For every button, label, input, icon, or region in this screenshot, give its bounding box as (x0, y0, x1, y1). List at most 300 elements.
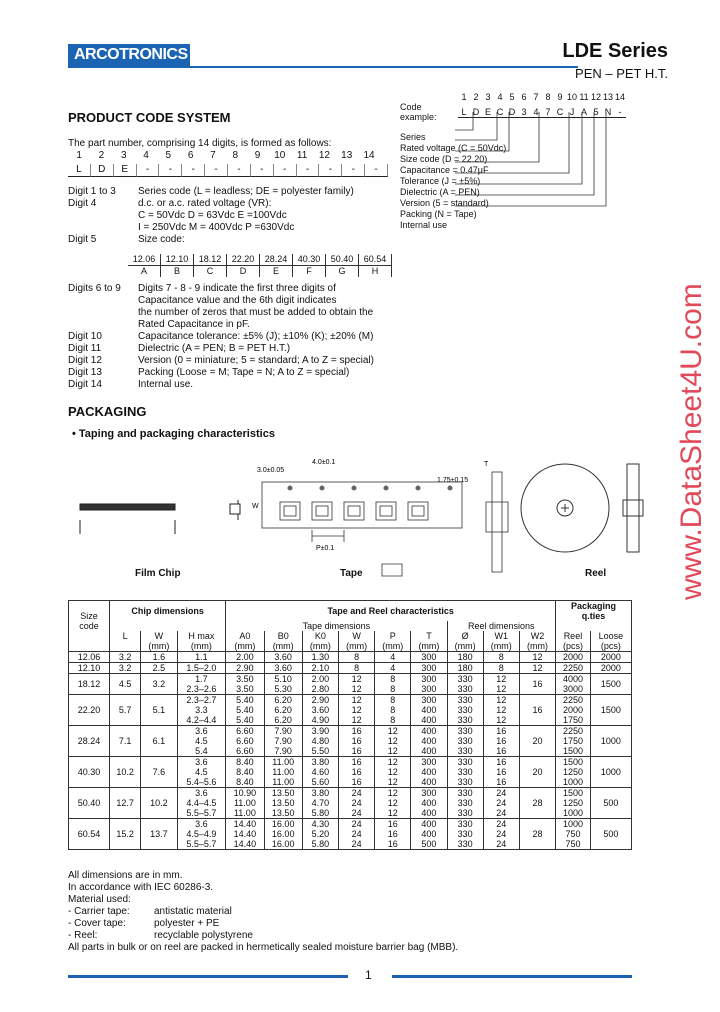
digit-row (68, 367, 428, 379)
code-example-legend-item: Tolerance (J = ±5%) (400, 176, 481, 186)
table-cell-w1: 16 16 16 (483, 726, 519, 757)
digit-row-text: d.c. or a.c. rated voltage (VR): (138, 198, 272, 209)
table-cell-w2: 28 (519, 788, 555, 819)
table-cell-l: 12.7 (110, 788, 141, 819)
digit-box: - (342, 164, 365, 177)
table-cell-h: 1.7 2.3–2.6 (177, 674, 226, 695)
final-note: All parts in bulk or on reel are packed in hermetically sealed moisture barrier bag (MBB). (68, 942, 459, 953)
table-cell-d: 330 330 330 (447, 695, 483, 726)
digit-row-text: Version (0 = miniature; 5 = standard; A to Z = special) (138, 355, 374, 366)
table-cell-w1: 24 24 24 (483, 819, 519, 850)
digit-number: 1 (76, 150, 82, 161)
digit-box: - (365, 164, 388, 177)
code-example-legend-item: Size code (D = 22.20) (400, 154, 488, 164)
page-number: 1 (365, 968, 372, 982)
materials (68, 906, 253, 942)
table-cell-reel: 2250 2000 1750 (556, 695, 591, 726)
note-line: In accordance with IEC 60286-3. (68, 882, 214, 893)
table-cell-loose: 1500 (590, 674, 631, 695)
col-unit: (pcs) (590, 641, 631, 652)
digit-box: L (68, 164, 91, 177)
code-example-char: - (614, 107, 626, 118)
col-unit: (mm) (264, 641, 302, 652)
digit-row (68, 355, 428, 367)
digit-row-label (68, 307, 138, 319)
digit-rows-1 (68, 186, 398, 246)
chip-side-view (80, 504, 175, 510)
table-cell-p: 12 12 12 (375, 788, 411, 819)
digit-row-text: Internal use. (138, 379, 194, 390)
table-cell-l: 15.2 (110, 819, 141, 850)
tape-dim-w: W (252, 503, 259, 510)
code-example-number: 2 (473, 92, 479, 102)
digit-number: 12 (318, 150, 330, 161)
table-cell-b0: 5.10 5.30 (264, 674, 302, 695)
footer-rule-right (392, 975, 632, 978)
code-example (400, 92, 680, 231)
table-cell-tw: 24 24 24 (339, 819, 375, 850)
table-cell-b0: 16.00 16.00 16.00 (264, 819, 302, 850)
digit-number: 2 (98, 150, 105, 161)
table-cell-t: 400 400 400 (411, 726, 447, 757)
col-group-tape: Tape dimensions (226, 621, 447, 631)
table-cell-size: 18.12 (69, 674, 110, 695)
digit-number: 11 (296, 150, 308, 161)
table-cell-reel: 4000 3000 (556, 674, 591, 695)
size-letter: F (293, 266, 326, 278)
table-cell-loose: 500 (590, 788, 631, 819)
table-cell-d: 330 330 330 (447, 726, 483, 757)
table-cell-b0: 13.50 13.50 13.50 (264, 788, 302, 819)
size-letter: H (359, 266, 392, 278)
digit-row-text: Packing (Loose = M; Tape = N; A to Z = special) (138, 367, 350, 378)
digit-row-label (68, 210, 138, 222)
table-cell-reel: 1500 1250 1000 (556, 788, 591, 819)
series-title: LDE Series (562, 40, 668, 62)
code-example-char: C (494, 107, 506, 118)
size-code: 40.30 (293, 254, 326, 266)
table-cell-tw: 8 (339, 663, 375, 674)
size-code: 18.12 (194, 254, 227, 266)
table-cell-reel: 2250 1750 1500 (556, 726, 591, 757)
size-letter: C (194, 266, 227, 278)
digit-box: - (274, 164, 297, 177)
code-example-char: D (506, 107, 518, 118)
table-row (69, 788, 632, 819)
digit-row (68, 210, 398, 222)
table-cell-l: 7.1 (110, 726, 141, 757)
brand-header (68, 44, 648, 68)
table-cell-t: 300 400 400 (411, 695, 447, 726)
col-unit: (mm) (177, 641, 226, 652)
table-cell-tw: 8 (339, 652, 375, 663)
table-cell-b0: 3.60 (264, 652, 302, 663)
code-example-number: 3 (485, 92, 491, 102)
code-example-legend-item: Version (5 = standard) (400, 198, 489, 208)
material-value: polyester + PE (154, 918, 220, 929)
series-subtitle: PEN – PET H.T. (575, 66, 668, 81)
code-example-legend-item: Packing (N = Tape) (400, 209, 477, 219)
notes (68, 870, 213, 906)
digit-number: 14 (363, 150, 375, 161)
code-example-char: A (578, 107, 590, 118)
table-cell-w: 5.1 (141, 695, 177, 726)
table-cell-b0: 7.90 7.90 7.90 (264, 726, 302, 757)
table-cell-w2: 28 (519, 819, 555, 850)
code-example-label: Code example: (400, 102, 437, 122)
digit-box: E (114, 164, 137, 177)
section-title-packaging: PACKAGING (68, 404, 147, 419)
digit-row (68, 295, 428, 307)
code-example-legend-item: Rated voltage (C = 50Vdc) (400, 143, 507, 153)
table-row (69, 726, 632, 757)
col-unit: (mm) (375, 641, 411, 652)
digit-number: 13 (341, 150, 353, 161)
reel-label: Reel (585, 568, 607, 579)
size-code: 28.24 (260, 254, 293, 266)
digit-number: 10 (274, 150, 286, 161)
code-example-legend-item: Series (400, 132, 426, 142)
code-example-number: 13 (602, 92, 613, 102)
table-cell-w1: 24 24 24 (483, 788, 519, 819)
digit-number: 5 (165, 150, 172, 161)
table-cell-a0: 8.40 8.40 8.40 (226, 757, 264, 788)
digit-row-label: Digit 12 (68, 355, 102, 366)
digit-row-text: Digits 7 - 8 - 9 indicate the first three digits of (138, 283, 336, 294)
col-unit: (mm) (483, 641, 519, 652)
size-code: 12.06 (128, 254, 161, 266)
table-cell-w1: 8 (483, 663, 519, 674)
digit-row (68, 198, 398, 210)
digit-row-label: Digit 14 (68, 379, 102, 390)
table-cell-a0: 14.40 14.40 14.40 (226, 819, 264, 850)
col-size-code: Size code (69, 601, 110, 642)
tape-dim-c: 1.75±0.15 (437, 477, 469, 484)
table-cell-a0: 5.40 5.40 5.40 (226, 695, 264, 726)
film-chip-label: Film Chip (135, 568, 181, 579)
table-cell-w: 3.2 (141, 674, 177, 695)
digit-box: D (91, 164, 114, 177)
table-cell-k0: 1.30 (302, 652, 338, 663)
digit-row-label (68, 222, 138, 234)
digit-rows-2 (68, 283, 428, 391)
col-header: B0 (264, 631, 302, 641)
digit-row (68, 319, 428, 331)
table-cell-reel: 1000 750 750 (556, 819, 591, 850)
table-cell-w1: 8 (483, 652, 519, 663)
table-cell-w2: 12 (519, 663, 555, 674)
brand-logo: ARCOTRONICS (68, 44, 190, 66)
digit-row (68, 283, 428, 295)
size-letter: B (161, 266, 194, 278)
table-row (69, 695, 632, 726)
code-example-number: 11 (579, 92, 589, 102)
table-cell-a0: 10.90 11.00 11.00 (226, 788, 264, 819)
table-cell-w1: 12 12 (483, 674, 519, 695)
table-cell-w: 6.1 (141, 726, 177, 757)
table-cell-t: 300 400 400 (411, 788, 447, 819)
table-cell-l: 10.2 (110, 757, 141, 788)
table-cell-w2: 20 (519, 757, 555, 788)
table-cell-loose: 1000 (590, 757, 631, 788)
digit-row-text: Size code: (138, 234, 185, 245)
table-cell-w: 7.6 (141, 757, 177, 788)
table-cell-k0: 2.90 3.60 4.90 (302, 695, 338, 726)
table-cell-h: 3.6 4.5 5.4 (177, 726, 226, 757)
col-unit (110, 641, 141, 652)
digit-row (68, 307, 428, 319)
col-group-pack: Packaging q.ties (556, 601, 632, 622)
digit-row (68, 343, 428, 355)
table-row (69, 819, 632, 850)
table-cell-b0: 11.00 11.00 11.00 (264, 757, 302, 788)
code-example-char: N (602, 107, 614, 118)
watermark: www.DataSheet4U.com (675, 283, 708, 600)
code-example-number: 6 (521, 92, 527, 102)
table-cell-k0: 3.80 4.60 5.60 (302, 757, 338, 788)
digit-box: - (182, 164, 205, 177)
code-example-char: 5 (590, 107, 602, 118)
table-cell-reel: 1500 1250 1000 (556, 757, 591, 788)
digit-number: 3 (120, 150, 127, 161)
digit-row (68, 234, 398, 246)
table-cell-d: 180 (447, 663, 483, 674)
table-cell-b0: 3.60 (264, 663, 302, 674)
digit-row-label: Digit 4 (68, 198, 97, 209)
digit-row-label: Digits 6 to 9 (68, 283, 121, 294)
col-group-chip: Chip dimensions (110, 601, 226, 622)
material-row (68, 906, 253, 918)
intro-text: The part number, comprising 14 digits, is formed as follows: (68, 138, 332, 149)
code-example-legend-item: Dielectric (A = PEN) (400, 187, 480, 197)
digit-box: - (205, 164, 228, 177)
digit-row-label: Digit 10 (68, 331, 102, 342)
col-header: W (339, 631, 375, 641)
table-cell-tw: 12 12 12 (339, 695, 375, 726)
table-cell-w2: 20 (519, 726, 555, 757)
col-header: H max (177, 631, 226, 641)
table-cell-t: 400 400 500 (411, 819, 447, 850)
tape-label: Tape (340, 568, 363, 579)
table-cell-loose: 1500 (590, 695, 631, 726)
table-cell-k0: 3.80 4.70 5.80 (302, 788, 338, 819)
digit-row-label: Digit 5 (68, 234, 97, 245)
table-cell-d: 330 330 330 (447, 819, 483, 850)
code-example-number: 9 (557, 92, 563, 102)
col-header: Ø (447, 631, 483, 641)
table-cell-reel: 2250 (556, 663, 591, 674)
material-row (68, 930, 253, 942)
digit-row-label (68, 295, 138, 307)
table-cell-t: 300 300 (411, 674, 447, 695)
table-cell-tw: 16 16 16 (339, 757, 375, 788)
code-example-number: 12 (590, 92, 601, 102)
digit-row (68, 186, 398, 198)
digit-row (68, 222, 398, 234)
code-example-number: 14 (614, 92, 625, 102)
note-line: All dimensions are in mm. (68, 870, 183, 881)
digit-row (68, 331, 428, 343)
table-cell-l: 3.2 (110, 663, 141, 674)
tape-dim-a: 3.0±0.05 (257, 467, 285, 474)
col-header: Reel (556, 631, 591, 641)
col-unit: (pcs) (556, 641, 591, 652)
code-example-legend-item: Internal use (400, 220, 448, 230)
size-code: 22.20 (227, 254, 260, 266)
digit-row-label (68, 319, 138, 331)
table-cell-d: 330 330 (447, 674, 483, 695)
digit-row-text: C = 50Vdc D = 63Vdc E =100Vdc (138, 210, 287, 221)
digit-box: - (137, 164, 160, 177)
digit-row-label: Digit 11 (68, 343, 102, 354)
table-cell-size: 12.06 (69, 652, 110, 663)
code-example-char: L (458, 107, 470, 118)
size-code: 12.10 (161, 254, 194, 266)
code-example-char: E (482, 107, 494, 118)
table-cell-p: 8 8 (375, 674, 411, 695)
table-cell-t: 300 (411, 652, 447, 663)
table-cell-size: 22.20 (69, 695, 110, 726)
digit-row-label: Digit 13 (68, 367, 102, 378)
col-unit: (mm) (226, 641, 264, 652)
header-rule (68, 66, 578, 68)
code-example-number: 7 (533, 92, 539, 102)
table-cell-t: 300 (411, 663, 447, 674)
col-unit: (mm) (339, 641, 375, 652)
size-code: 60.54 (359, 254, 392, 266)
digit-row-label: Digit 1 to 3 (68, 186, 116, 197)
table-cell-size: 12.10 (69, 663, 110, 674)
material-value: antistatic material (154, 906, 232, 917)
table-cell-a0: 2.90 (226, 663, 264, 674)
col-unit: (mm) (411, 641, 447, 652)
digit-boxes (68, 164, 388, 177)
table-cell-p: 8 8 8 (375, 695, 411, 726)
reel-drawing (515, 450, 655, 570)
digit-grid (68, 150, 388, 177)
chip-dimensions-table (68, 600, 632, 850)
table-cell-w1: 12 12 12 (483, 695, 519, 726)
col-header: L (110, 631, 141, 641)
table-cell-h: 1.1 (177, 652, 226, 663)
table-cell-a0: 6.60 6.60 6.60 (226, 726, 264, 757)
code-example-number: 5 (509, 92, 515, 102)
code-example-char: C (554, 107, 566, 118)
size-letter: D (227, 266, 260, 278)
film-chip-drawing (78, 490, 258, 550)
table-cell-loose: 1000 (590, 726, 631, 757)
digit-row-text: I = 250Vdc M = 400Vdc P =630Vdc (138, 222, 295, 233)
material-row (68, 918, 253, 930)
code-example-char: 3 (518, 107, 530, 118)
code-example-legend-item: Capacitance = 0.47μF (400, 165, 489, 175)
material-label: - Reel: (68, 930, 98, 941)
digit-box: - (251, 164, 274, 177)
table-cell-loose: 500 (590, 819, 631, 850)
digit-row-text: Capacitance tolerance: ±5% (J); ±10% (K); ±20% (M) (138, 331, 374, 342)
table-cell-d: 330 330 330 (447, 788, 483, 819)
code-example-char: J (566, 107, 578, 118)
table-row (69, 652, 632, 663)
size-code: 50.40 (326, 254, 359, 266)
col-header: P (375, 631, 411, 641)
tape-drawing (252, 452, 522, 582)
code-example-connectors (455, 110, 685, 220)
digit-number: 6 (187, 150, 194, 161)
table-cell-p: 12 12 12 (375, 757, 411, 788)
table-cell-p: 12 12 12 (375, 726, 411, 757)
digit-number: 7 (210, 150, 216, 161)
table-cell-h: 3.6 4.5–4.9 5.5–5.7 (177, 819, 226, 850)
table-cell-p: 4 (375, 663, 411, 674)
size-letter: E (260, 266, 293, 278)
digit-row-text: Series code (L = leadless; DE = polyester family) (138, 186, 354, 197)
col-header: W (141, 631, 177, 641)
note-line: Material used: (68, 894, 131, 905)
size-letter: G (326, 266, 359, 278)
col-group-tape-reel: Tape and Reel characteristics (226, 601, 556, 622)
col-unit: (mm) (519, 641, 555, 652)
col-header: W2 (519, 631, 555, 641)
table-cell-h: 1.5–2.0 (177, 663, 226, 674)
digit-box: - (319, 164, 342, 177)
material-value: recyclable polystyrene (154, 930, 253, 941)
col-unit: (mm) (141, 641, 177, 652)
size-letter: A (128, 266, 161, 278)
col-unit: (mm) (302, 641, 338, 652)
digit-numbers (68, 150, 388, 162)
digit-row (68, 379, 428, 391)
table-cell-w: 13.7 (141, 819, 177, 850)
table-cell-l: 3.2 (110, 652, 141, 663)
table-cell-h: 3.6 4.5 5.4–5.6 (177, 757, 226, 788)
code-example-char: 4 (530, 107, 542, 118)
table-cell-k0: 2.00 2.80 (302, 674, 338, 695)
digit-number: 4 (143, 150, 149, 161)
table-cell-size: 28.24 (69, 726, 110, 757)
code-example-char: D (470, 107, 482, 118)
digit-row-text: Dielectric (A = PEN; B = PET H.T.) (138, 343, 291, 354)
table-row (69, 674, 632, 695)
digit-box: - (228, 164, 251, 177)
col-header: A0 (226, 631, 264, 641)
digit-box: - (297, 164, 320, 177)
code-example-number: 10 (566, 92, 577, 102)
code-example-number: 1 (461, 92, 467, 102)
table-cell-k0: 2.10 (302, 663, 338, 674)
digit-row-text: the number of zeros that must be added to obtain the (138, 307, 374, 318)
col-header: K0 (302, 631, 338, 641)
table-cell-p: 4 (375, 652, 411, 663)
tape-dim-t: T (484, 461, 489, 468)
table-cell-k0: 3.90 4.80 5.50 (302, 726, 338, 757)
table-cell-d: 330 330 330 (447, 757, 483, 788)
table-row (69, 663, 632, 674)
table-cell-w: 1.6 (141, 652, 177, 663)
table-cell-size: 50.40 (69, 788, 110, 819)
packaging-bullet: • Taping and packaging characteristics (72, 428, 275, 440)
digit-box: - (159, 164, 182, 177)
table-cell-a0: 3.50 3.50 (226, 674, 264, 695)
col-unit: (mm) (447, 641, 483, 652)
table-cell-tw: 16 16 16 (339, 726, 375, 757)
col-header: W1 (483, 631, 519, 641)
tape-dim-p: P±0.1 (316, 545, 335, 552)
table-cell-k0: 4.30 5.20 5.80 (302, 819, 338, 850)
size-code-table (128, 254, 392, 277)
table-cell-w: 2.5 (141, 663, 177, 674)
table-cell-h: 2.3–2.7 3.3 4.2–4.4 (177, 695, 226, 726)
